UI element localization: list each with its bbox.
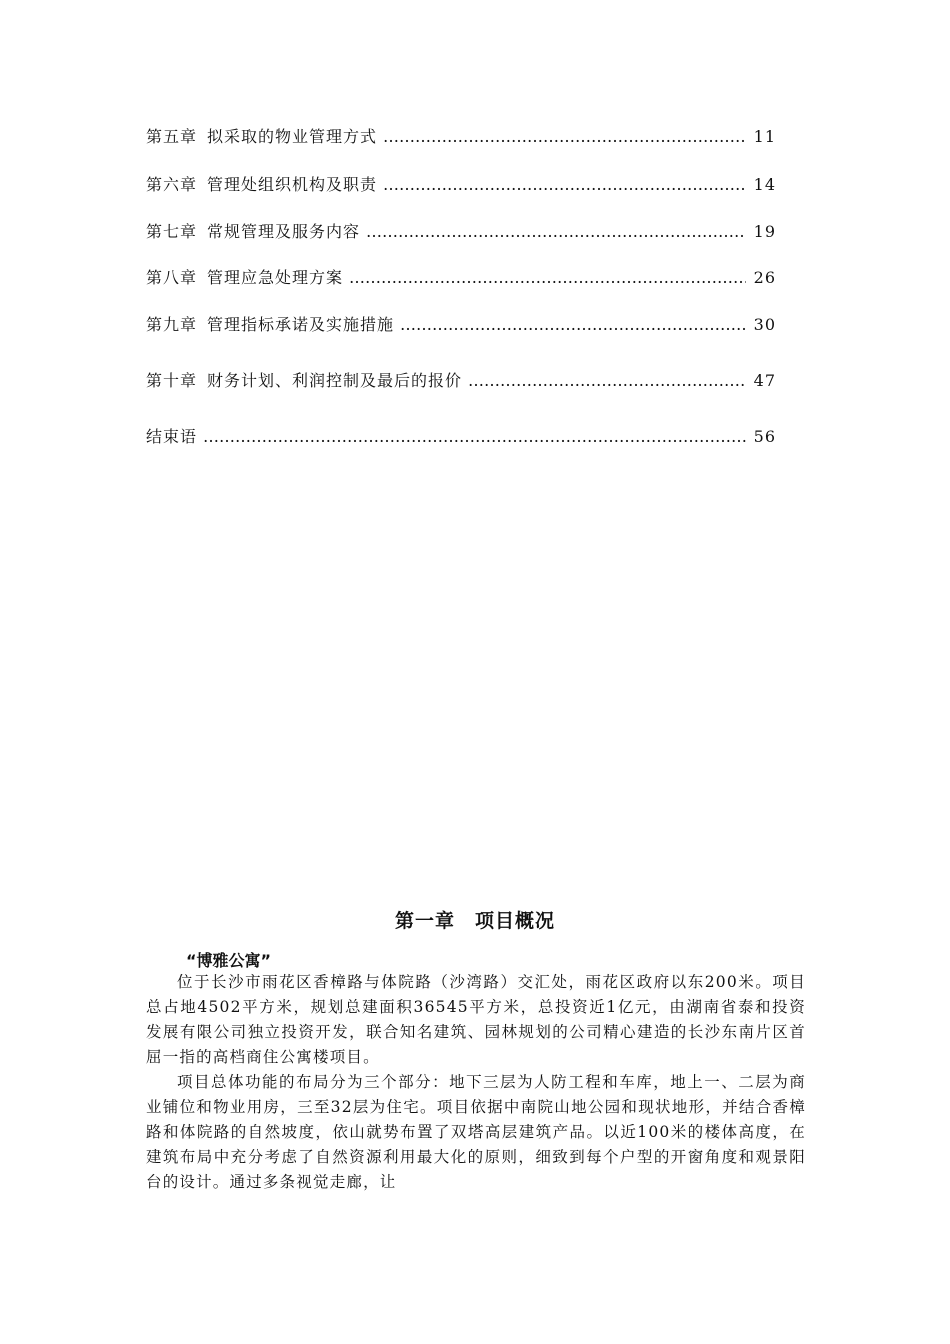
- toc-chapter-label: 第五章: [146, 127, 198, 146]
- toc-leader-dots: [203, 427, 746, 446]
- toc-page-number: 11: [753, 127, 776, 146]
- toc-title: 管理处组织机构及职责: [207, 175, 378, 194]
- toc-page-number: 56: [753, 427, 776, 446]
- toc-page-number: 14: [753, 175, 776, 194]
- toc-chapter-label: 第十章: [146, 371, 198, 390]
- toc-entry: [146, 312, 776, 336]
- toc-title: 管理应急处理方案: [207, 268, 344, 287]
- toc-title: 常规管理及服务内容: [207, 222, 361, 241]
- toc-leader-dots: [383, 127, 746, 146]
- toc-leader-dots: [349, 268, 746, 287]
- chapter-heading: 第一章 项目概况: [394, 910, 555, 932]
- toc-title: 拟采取的物业管理方式: [207, 127, 378, 146]
- toc-page-number: 30: [753, 315, 776, 334]
- toc-leader-dots: [468, 371, 746, 390]
- toc-entry: [146, 424, 776, 448]
- project-name: “博雅公寓”: [186, 951, 272, 970]
- toc-page-number: 26: [753, 268, 776, 287]
- toc-leader-dots: [366, 222, 746, 241]
- toc-chapter-label: 结束语: [146, 427, 198, 446]
- toc-chapter-label: 第七章: [146, 222, 198, 241]
- toc-chapter-label: 第九章: [146, 315, 198, 334]
- toc-leader-dots: [383, 175, 746, 194]
- toc-title: 财务计划、利润控制及最后的报价: [207, 371, 463, 390]
- toc-page-number: 47: [753, 371, 776, 390]
- body-paragraph: 位于长沙市雨花区香樟路与体院路（沙湾路）交汇处，雨花区政府以东200米。项目总占地4502平方米，规划总建面积36545平方米，总投资近1亿元，由湖南省泰和投资发展有限公司独立投资开发，联合知名建筑、园林规划的公司精心建造的长沙东南片区首屈一指的高档商住公寓楼项目。: [146, 973, 806, 1066]
- toc-page-number: 19: [753, 222, 776, 241]
- toc-entry: [146, 172, 776, 196]
- toc-leader-dots: [400, 315, 746, 334]
- toc-entry: [146, 265, 776, 289]
- toc-entry: [146, 368, 776, 392]
- toc-chapter-label: 第六章: [146, 175, 198, 194]
- chapter-body: [146, 970, 806, 1195]
- toc-entry: [146, 124, 776, 148]
- body-paragraph: 项目总体功能的布局分为三个部分：地下三层为人防工程和车库，地上一、二层为商业铺位和物业用房，三至32层为住宅。项目依据中南院山地公园和现状地形，并结合香樟路和体院路的自然坡度，依山就势布置了双塔高层建筑产品。以近100米的楼体高度，在建筑布局中充分考虑了自然资源利用最大化的原则，细致到每个户型的开窗角度和观景阳台的设计。通过多条视觉走廊，让: [146, 1073, 806, 1191]
- toc-entry: [146, 219, 776, 243]
- toc-title: 管理指标承诺及实施措施: [207, 315, 395, 334]
- toc-chapter-label: 第八章: [146, 268, 198, 287]
